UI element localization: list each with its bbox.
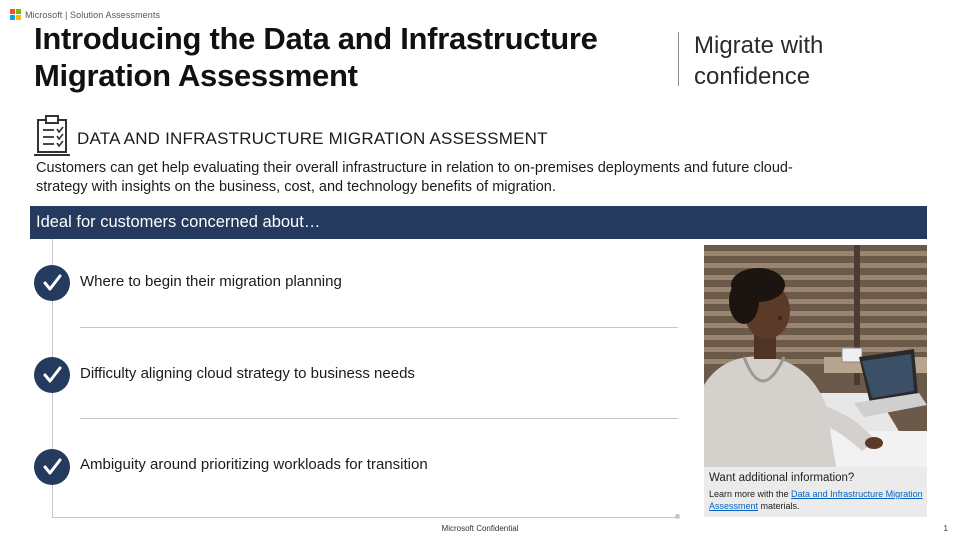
brand-text: Microsoft | Solution Assessments [25, 9, 161, 20]
concern-separator [80, 418, 678, 419]
tagline-line-2: confidence [694, 63, 811, 90]
info-suffix: materials. [758, 501, 800, 511]
concern-item-2: Difficulty aligning cloud strategy to business needs [80, 365, 415, 382]
section-intro [36, 159, 906, 197]
info-body [709, 488, 923, 512]
page-title [34, 20, 654, 94]
tagline [694, 30, 934, 92]
microsoft-logo [10, 9, 21, 20]
checkmark-icon [34, 449, 70, 485]
bracket-end-dot [675, 514, 680, 519]
checkmark-icon [34, 357, 70, 393]
concerns-banner: Ideal for customers concerned about… [30, 206, 927, 239]
page-number: 1 [943, 524, 948, 533]
title-line-1: Introducing the Data and Infrastructure [34, 21, 598, 56]
woman-at-laptop-photo [704, 245, 927, 467]
title-line-2: Migration Assessment [34, 58, 358, 93]
info-prefix: Learn more with the [709, 489, 792, 499]
concern-separator [80, 327, 678, 328]
intro-line-2: strategy with insights on the business, cost, and technology benefits of migration. [36, 179, 556, 195]
tagline-line-1: Migrate with [694, 32, 824, 59]
brand-header [10, 9, 160, 20]
section-heading: DATA AND INFRASTRUCTURE MIGRATION ASSESSMENT [77, 129, 548, 148]
confidential-footer: Microsoft Confidential [441, 524, 519, 533]
concern-item-1: Where to begin their migration planning [80, 273, 342, 290]
intro-line-1: Customers can get help evaluating their overall infrastructure in relation to on-premises deployments and future cloud- [36, 160, 793, 176]
info-title: Want additional information? [709, 472, 855, 484]
assessment-materials-link[interactable]: Data and Infrastructure Migration Assessment [709, 489, 923, 511]
title-divider [678, 32, 679, 86]
concern-item-3: Ambiguity around prioritizing workloads for transition [80, 456, 428, 473]
checkmark-icon [34, 265, 70, 301]
clipboard-checklist-icon [34, 114, 74, 156]
